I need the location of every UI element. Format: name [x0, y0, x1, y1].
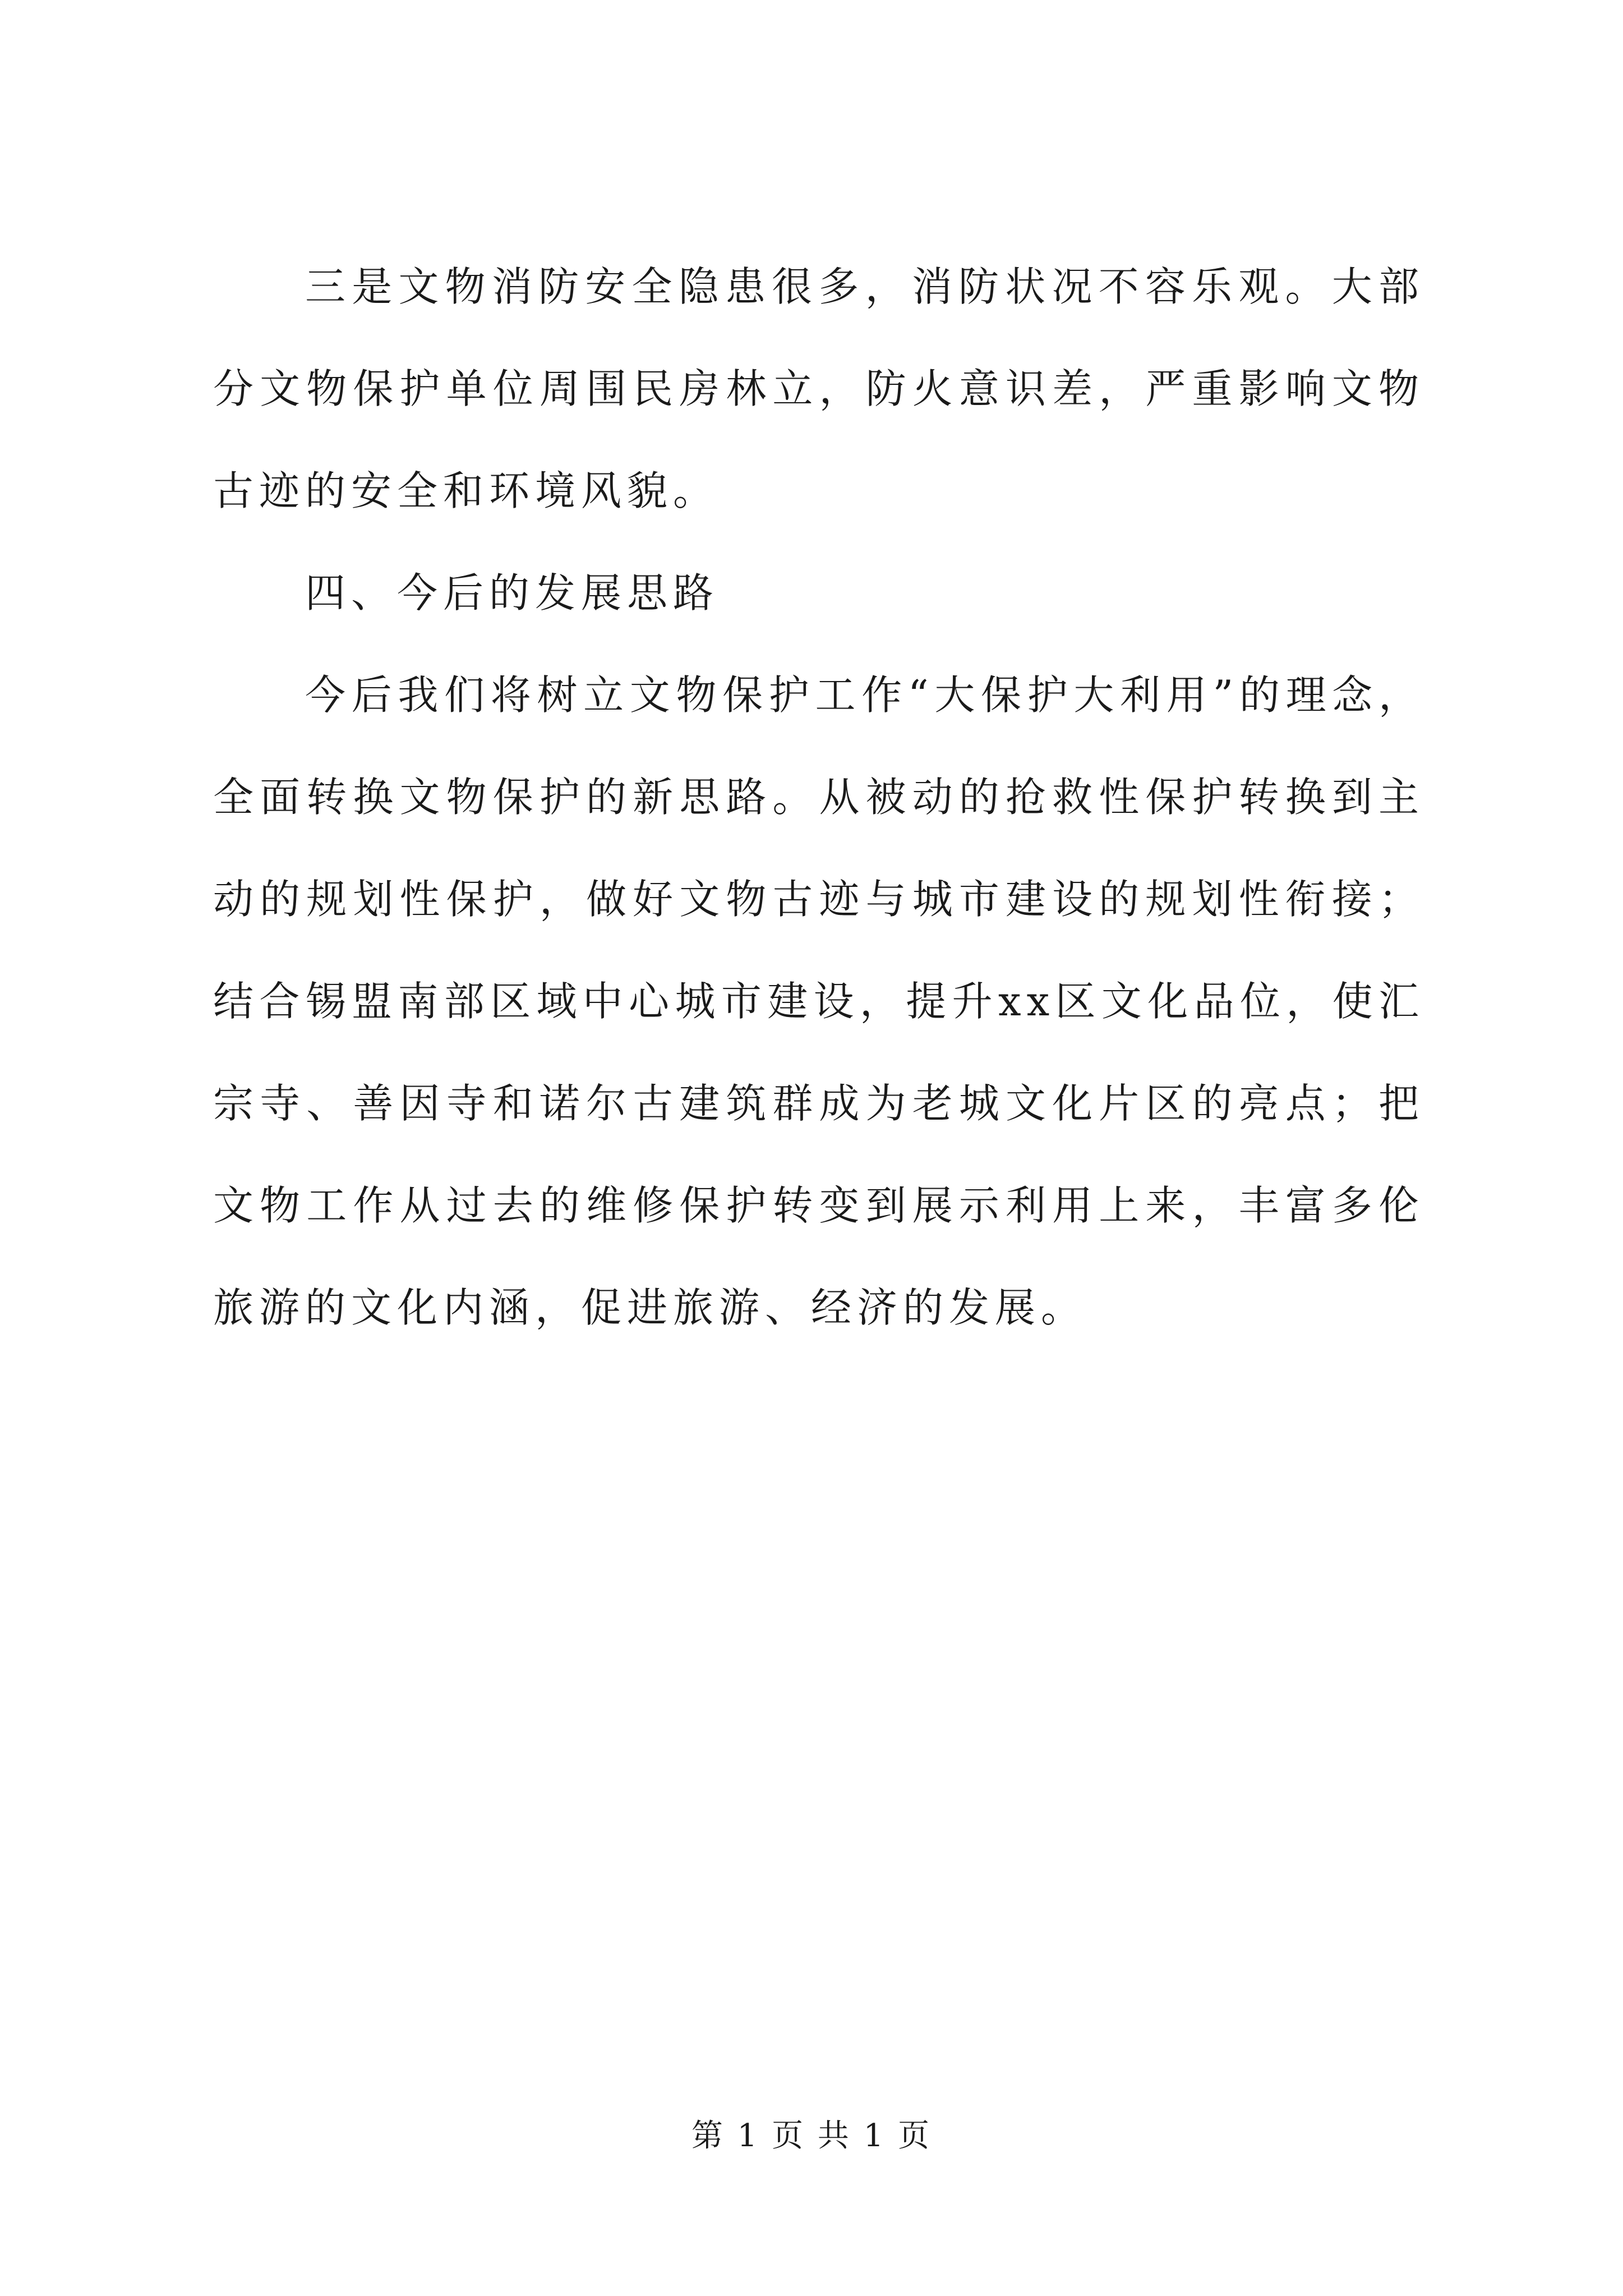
paragraph-fire-safety: 三是文物消防安全隐患很多，消防状况不容乐观。大部分文物保护单位周围民房林立，防火意识差，严重影响文物古迹的安全和环境风貌。: [213, 263, 1424, 514]
page-footer: 第 1 页 共 1 页: [691, 2118, 932, 2154]
document-body: [213, 236, 1424, 1359]
section-heading-development: 四、今后的发展思路: [305, 569, 720, 616]
paragraph-development-plan: 今后我们将树立文物保护工作“大保护大利用”的理念，全面转换文物保护的新思路。从被动的抢救性保护转换到主动的规划性保护，做好文物古迹与城市建设的规划性衔接；结合锡盟南部区域中心城市建设，提升xx区文化品位，使汇宗寺、善因寺和诺尔古建筑群成为老城文化片区的亮点；把文物工作从过去的维修保护转变到展示利用上来，丰富多伦旅游的文化内涵，促进旅游、经济的发展。: [213, 671, 1424, 1331]
